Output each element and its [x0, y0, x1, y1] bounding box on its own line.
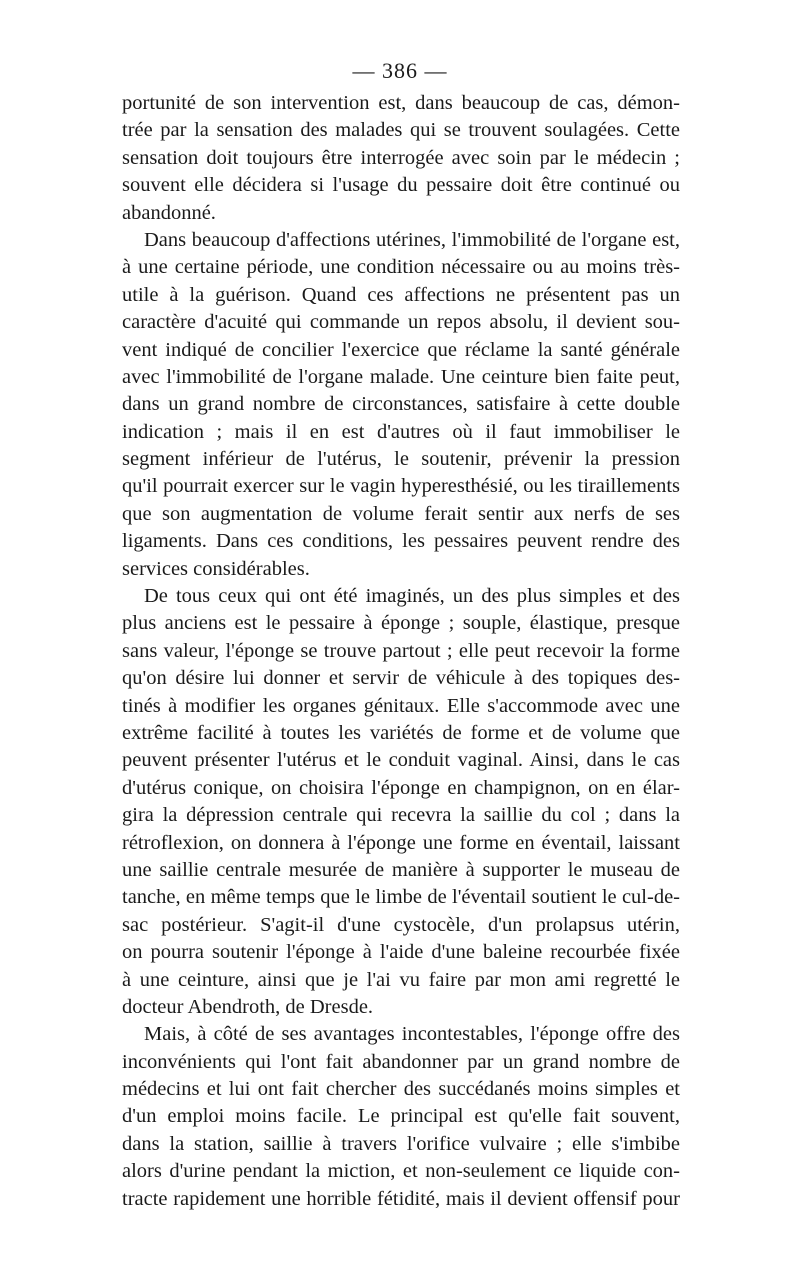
text-line: peuvent présenter l'utérus et le conduit vaginal. Ainsi, dans le cas [122, 749, 680, 772]
text-line: abandonné. [122, 201, 216, 224]
paragraph [122, 227, 680, 583]
text-line: vent indiqué de concilier l'exercice que réclame la santé générale [122, 338, 680, 361]
text-line: tracte rapidement une horrible fétidité, mais il devient offensif pour [122, 1187, 680, 1210]
text-line: docteur Abendroth, de Dresde. [122, 995, 374, 1018]
body-text [122, 90, 680, 1213]
text-line: d'un emploi moins facile. Le principal est qu'elle fait souvent, [122, 1105, 680, 1128]
text-line: avec l'immobilité de l'organe malade. Une ceinture bien faite peut, [122, 365, 680, 388]
text-line: qu'on désire lui donner et servir de véhicule à des topiques des- [122, 667, 680, 690]
text-line: trée par la sensation des malades qui se trouvent soulagées. Cette [122, 119, 680, 142]
page-number: — 386 — [352, 58, 448, 83]
text-line: extrême facilité à toutes les variétés de forme et de volume que [122, 721, 680, 744]
paragraph [122, 583, 680, 1021]
text-line: souvent elle décidera si l'usage du pessaire doit être continué ou [122, 174, 680, 197]
text-line: portunité de son intervention est, dans beaucoup de cas, démon- [122, 92, 680, 114]
text-line: plus anciens est le pessaire à éponge ; souple, élastique, presque [122, 612, 680, 635]
text-line: alors d'urine pendant la miction, et non-seulement ce liquide con- [122, 1160, 680, 1183]
text-line: à une ceinture, ainsi que je l'ai vu faire par mon ami regretté le [122, 968, 680, 991]
text-line: qu'il pourrait exercer sur le vagin hyperesthésié, ou les tiraillements [122, 475, 680, 498]
text-line: d'utérus conique, on choisira l'éponge en champignon, on en élar- [122, 776, 680, 799]
text-line: rétroflexion, on donnera à l'éponge une forme en éventail, laissant [122, 831, 680, 854]
text-line: à une certaine période, une condition nécessaire ou au moins très- [122, 256, 680, 279]
text-line: sac postérieur. S'agit-il d'une cystocèle, d'un prolapsus utérin, [122, 913, 680, 936]
text-line: que son augmentation de volume ferait sentir aux nerfs de ses [122, 502, 680, 525]
text-line: une saillie centrale mesurée de manière à supporter le museau de [122, 858, 680, 881]
text-line: on pourra soutenir l'éponge à l'aide d'une baleine recourbée fixée [122, 941, 680, 964]
text-line: indication ; mais il en est d'autres où il faut immobiliser le [122, 420, 680, 443]
text-line: caractère d'acuité qui commande un repos absolu, il devient sou- [122, 311, 680, 334]
text-line: dans la station, saillie à travers l'orifice vulvaire ; elle s'imbibe [122, 1132, 680, 1155]
text-line: médecins et lui ont fait chercher des succédanés moins simples et [122, 1078, 680, 1101]
paragraph [122, 90, 680, 227]
text-line: sensation doit toujours être interrogée avec soin par le médecin ; [122, 146, 680, 169]
text-line: ligaments. Dans ces conditions, les pessaires peuvent rendre des [122, 530, 680, 553]
text-line: inconvénients qui l'ont fait abandonner par un grand nombre de [122, 1050, 680, 1073]
text-line: Mais, à côté de ses avantages incontestables, l'éponge offre des [144, 1023, 680, 1046]
text-line: tanche, en même temps que le limbe de l'éventail soutient le cul-de- [122, 886, 680, 909]
text-line: Dans beaucoup d'affections utérines, l'immobilité de l'organe est, [144, 228, 680, 251]
paragraph [122, 1021, 680, 1213]
text-line: De tous ceux qui ont été imaginés, un des plus simples et des [144, 585, 680, 608]
text-line: sans valeur, l'éponge se trouve partout ; elle peut recevoir la forme [122, 639, 680, 662]
text-line: segment inférieur de l'utérus, le soutenir, prévenir la pression [122, 448, 680, 471]
text-line: tinés à modifier les organes génitaux. Elle s'accommode avec une [122, 694, 680, 717]
text-line: utile à la guérison. Quand ces affections ne présentent pas un [122, 283, 680, 306]
text-line: gira la dépression centrale qui recevra la saillie du col ; dans la [122, 804, 680, 827]
text-line: dans un grand nombre de circonstances, satisfaire à cette double [122, 393, 680, 416]
text-line: services considérables. [122, 557, 310, 580]
